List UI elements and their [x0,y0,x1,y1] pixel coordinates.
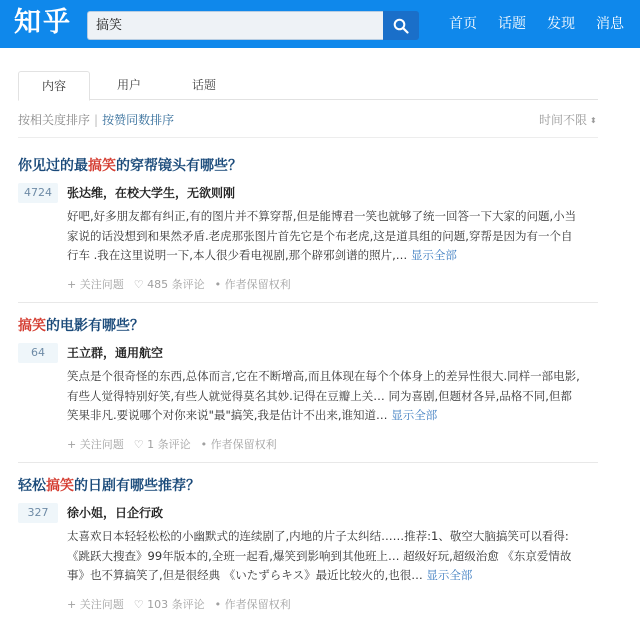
question-title[interactable] [18,477,200,495]
answer-excerpt [67,207,597,266]
divider [18,462,598,463]
search-input[interactable]: 搞笑 [87,11,383,40]
sort-by-votes[interactable]: 按赞同数排序 [102,113,175,127]
question-title[interactable] [18,317,144,335]
excerpt-line [67,566,597,586]
sort-updown-icon: ⬍ [590,116,597,125]
title-highlight: 搞笑 [88,158,116,174]
tab-users[interactable]: 用户 [116,78,141,92]
zhihu-logo[interactable]: 知乎 [14,7,72,38]
search-icon [393,18,409,34]
question-title[interactable] [18,157,242,175]
time-filter-label: 时间不限 [539,113,588,127]
answer-author[interactable]: 张达维，在校大学生，无欲则刚 [67,186,236,200]
follow-question-button[interactable]: + 关注问题 [67,278,124,291]
search-tabs [18,71,598,100]
title-text: 轻松 [18,478,46,494]
excerpt-text: 行车 .我在这里说明一下,本人很少看电视剧,那个辟邪剑谱的照片,… [67,248,408,262]
divider [18,302,598,303]
show-all-link[interactable]: 显示全部 [410,248,457,262]
show-all-link[interactable]: 显示全部 [391,408,438,422]
answer-author[interactable]: 徐小姐，日企行政 [67,506,164,520]
excerpt-line: 有些人觉得特别好笑,有些人就觉得莫名其妙.记得在豆瓣上关… 同为喜剧,但题材各异,品格不同,但都 [67,388,572,403]
sort-by-relevance[interactable]: 按相关度排序 [18,113,91,127]
follow-question-button[interactable]: + 关注问题 [67,438,124,451]
divider [18,137,598,138]
answer-meta [67,278,291,292]
answer-excerpt [67,527,597,586]
excerpt-line [67,246,597,266]
answer-meta [67,598,291,612]
excerpt-text: 事》也不算搞笑了,但是很经典 《いたずらキス》最近比较火的,也很… [67,568,427,582]
show-all-link[interactable]: 显示全部 [426,568,473,582]
title-highlight: 搞笑 [18,318,46,334]
excerpt-line: 笑点是个很奇怪的东西,总体而言,它在不断增高,而且体现在每个个体身上的差异性很大.同样一部电影, [67,369,580,383]
search-button[interactable] [383,11,419,40]
top-bar [0,0,640,48]
answer-meta [67,438,277,452]
title-text: 的日剧有哪些推荐？ [74,478,200,494]
copyright-notice: • 作者保留权利 [200,438,277,451]
title-highlight: 搞笑 [46,478,74,494]
comments-link[interactable]: ♡ 103 条评论 [133,598,205,611]
nav-discover[interactable]: 发现 [547,16,575,32]
copyright-notice: • 作者保留权利 [214,278,291,291]
comments-link[interactable]: ♡ 485 条评论 [133,278,205,291]
title-text: 的电影有哪些？ [46,318,144,334]
excerpt-line: 《跳跃大搜查》99年版本的,全班一起看,爆笑到影响到其他班上… 超级好玩,超级治愈 《东京爱情故 [67,548,572,563]
excerpt-line [67,406,597,426]
title-text: 你见过的最 [18,158,88,174]
answer-excerpt [67,367,597,426]
nav-home[interactable]: 首页 [449,16,477,32]
copyright-notice: • 作者保留权利 [214,598,291,611]
vote-count[interactable]: 64 [18,343,58,363]
sort-bar [18,113,174,128]
excerpt-line: 好吧,好多朋友都有纠正,有的图片并不算穿帮,但是能博君一笑也就够了统一回答一下大家的问题,小当 [67,209,577,223]
excerpt-text: 笑果非凡.要说哪个对你来说"最"搞笑,我是估计不出来,谁知道… [67,408,388,422]
vote-count[interactable]: 4724 [18,183,58,203]
time-filter-dropdown[interactable] [539,113,597,128]
excerpt-line: 太喜欢日本轻轻松松的小幽默式的连续剧了,内地的片子太纠结……推荐:1、敬空大脑搞笑可以看得: [67,529,569,543]
excerpt-line: 家说的话没想到和果然矛盾.老虎那张图片首先它是个布老虎,这是道具组的问题,穿帮是因为有一个自 [67,228,573,243]
sort-separator: | [94,113,99,127]
nav-topics[interactable]: 话题 [498,16,526,32]
follow-question-button[interactable]: + 关注问题 [67,598,124,611]
tab-content[interactable]: 内容 [18,71,90,101]
title-text: 的穿帮镜头有哪些？ [116,158,242,174]
tab-topics[interactable]: 话题 [191,78,216,92]
comments-link[interactable]: ♡ 1 条评论 [133,438,191,451]
vote-count[interactable]: 327 [18,503,58,523]
answer-author[interactable]: 王立群，通用航空 [67,346,164,360]
nav-messages[interactable]: 消息 [596,16,624,32]
